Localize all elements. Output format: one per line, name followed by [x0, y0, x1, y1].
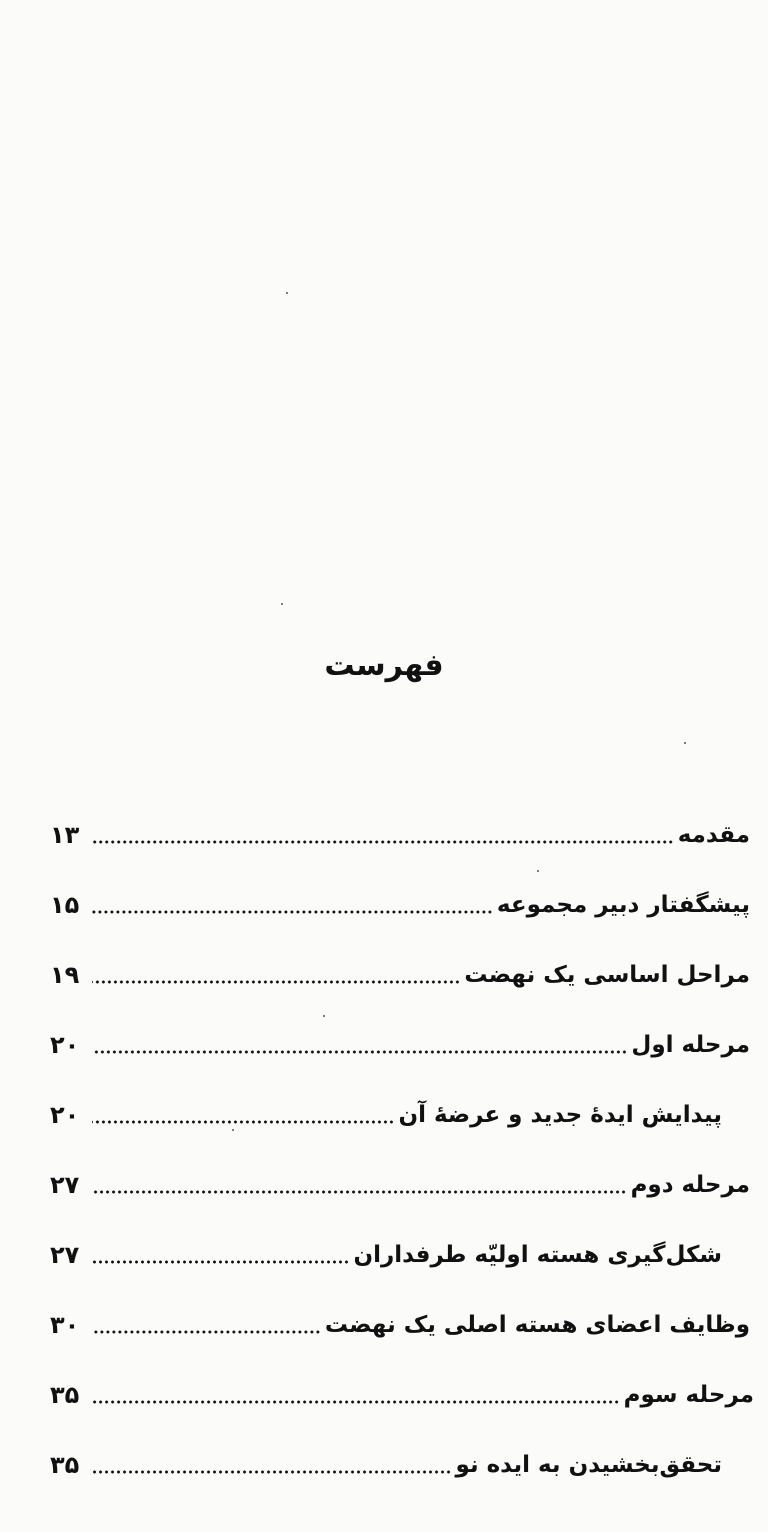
- toc-entry[interactable]: [50, 870, 750, 940]
- toc-subentry[interactable]: [50, 1430, 750, 1500]
- dot-leader: [92, 980, 460, 984]
- dot-leader: [92, 1470, 452, 1474]
- toc-entry-label: مراحل اساسی یک نهضت: [464, 962, 750, 988]
- toc-entry-page: ۳۵: [50, 1381, 80, 1409]
- toc-entry-label: شکل‌گیری هسته اولیّه طرفداران: [353, 1242, 722, 1268]
- dot-leader: [92, 1400, 620, 1404]
- toc-entry-page: ۲۷: [50, 1241, 80, 1269]
- toc-entry-page: ۱۵: [50, 891, 80, 919]
- toc-subentry[interactable]: [50, 1220, 750, 1290]
- dot-leader: [92, 910, 493, 914]
- dot-leader: [92, 840, 674, 844]
- paper-speck: [281, 603, 283, 605]
- toc-entry-page: ۲۰: [50, 1031, 80, 1059]
- toc-entry[interactable]: [50, 1150, 750, 1220]
- dot-leader: [92, 1330, 321, 1334]
- table-of-contents: [50, 800, 754, 1500]
- toc-entry-label: وظایف اعضای هسته اصلی یک نهضت: [324, 1312, 750, 1338]
- toc-entry-page: ۲۰: [50, 1101, 80, 1129]
- toc-entry[interactable]: [50, 940, 750, 1010]
- dot-leader: [92, 1120, 394, 1124]
- toc-entry-label: مرحله سوم: [623, 1382, 754, 1408]
- dot-leader: [92, 1050, 627, 1054]
- toc-entry[interactable]: [50, 800, 750, 870]
- dot-leader: [92, 1190, 627, 1194]
- toc-entry-label: پیشگفتار دبیر مجموعه: [496, 892, 750, 918]
- toc-entry-label: پیدایش ایدهٔ جدید و عرضهٔ آن: [398, 1102, 722, 1128]
- toc-entry-label: مقدمه: [677, 822, 750, 848]
- toc-entry-label: مرحله اول: [631, 1032, 750, 1058]
- toc-entry-page: ۱۳: [50, 821, 80, 849]
- toc-entry[interactable]: [50, 1360, 754, 1430]
- toc-entry-page: ۳۵: [50, 1451, 80, 1479]
- toc-entry-page: ۱۹: [50, 961, 80, 989]
- toc-entry[interactable]: [50, 1290, 750, 1360]
- toc-entry-page: ۳۰: [50, 1311, 80, 1339]
- toc-entry[interactable]: [50, 1010, 750, 1080]
- paper-speck: [684, 742, 686, 744]
- toc-entry-page: ۲۷: [50, 1171, 80, 1199]
- toc-title: فهرست: [324, 648, 444, 683]
- toc-entry-label: مرحله دوم: [630, 1172, 750, 1198]
- toc-entry-label: تحقق‌بخشیدن به ایده نو: [455, 1452, 722, 1478]
- dot-leader: [92, 1260, 350, 1264]
- toc-subentry[interactable]: [50, 1080, 750, 1150]
- paper-speck: [286, 292, 288, 294]
